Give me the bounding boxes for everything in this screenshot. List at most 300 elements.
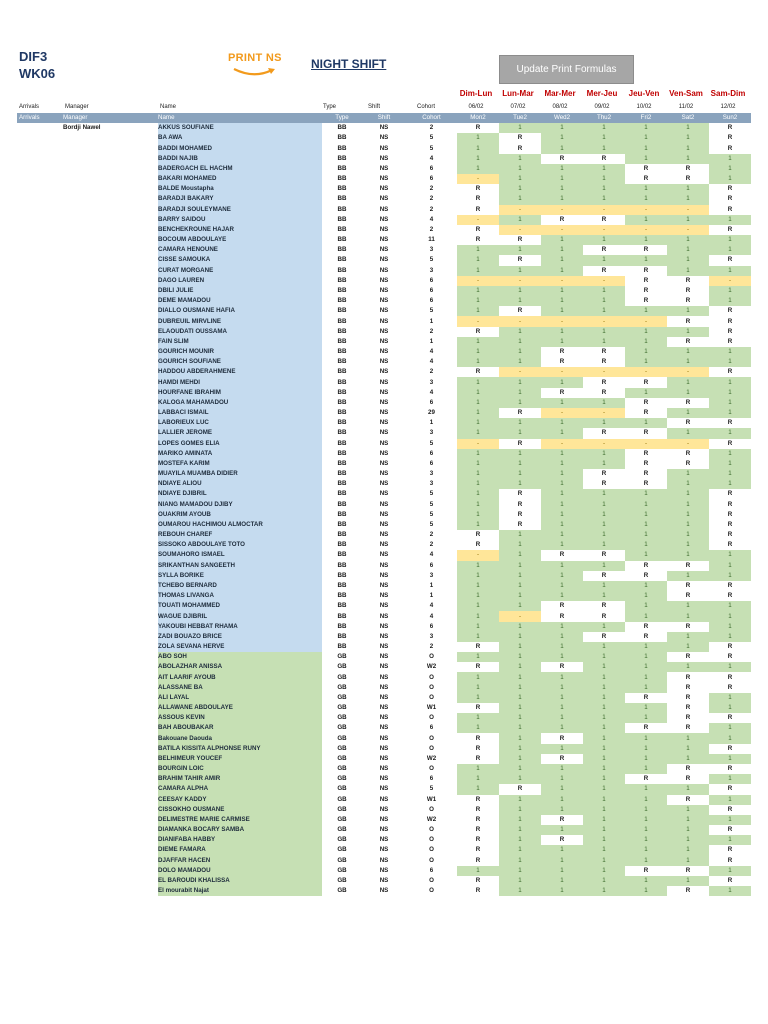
cohort-cell[interactable]: 3: [429, 470, 434, 478]
type-cell[interactable]: BB: [337, 256, 347, 264]
day-status-cell[interactable]: R: [583, 479, 625, 489]
day-status-cell[interactable]: 1: [667, 805, 709, 815]
day-status-cell[interactable]: 1: [457, 774, 499, 784]
shift-cell[interactable]: NS: [379, 551, 389, 559]
day-status-cell[interactable]: 1: [625, 255, 667, 265]
day-status-cell[interactable]: R: [709, 520, 751, 530]
name-cell[interactable]: BOCOUM ABDOULAYE: [158, 235, 322, 245]
day-status-cell[interactable]: 1: [541, 245, 583, 255]
day-status-cell[interactable]: 1: [541, 845, 583, 855]
day-status-cell[interactable]: R: [457, 886, 499, 896]
day-status-cell[interactable]: 1: [667, 266, 709, 276]
day-status-cell[interactable]: 1: [499, 632, 541, 642]
manager-cell[interactable]: [63, 235, 158, 245]
table-row[interactable]: [17, 306, 751, 316]
day-status-cell[interactable]: 1: [667, 754, 709, 764]
table-row[interactable]: [17, 377, 751, 387]
day-status-cell[interactable]: 1: [541, 672, 583, 682]
manager-cell[interactable]: [63, 276, 158, 286]
day-status-cell[interactable]: R: [709, 581, 751, 591]
day-status-cell[interactable]: R: [457, 733, 499, 743]
cohort-cell[interactable]: 5: [429, 785, 434, 793]
day-status-cell[interactable]: 1: [499, 296, 541, 306]
manager-cell[interactable]: [63, 611, 158, 621]
shift-cell[interactable]: NS: [379, 490, 389, 498]
day-status-cell[interactable]: R: [667, 398, 709, 408]
name-cell[interactable]: BAH ABOUBAKAR: [158, 723, 322, 733]
day-status-cell[interactable]: 1: [709, 245, 751, 255]
cohort-cell[interactable]: O: [429, 714, 434, 722]
day-status-cell[interactable]: 1: [667, 550, 709, 560]
table-row[interactable]: [17, 693, 751, 703]
table-row[interactable]: [17, 215, 751, 225]
day-status-cell[interactable]: R: [457, 642, 499, 652]
day-status-cell[interactable]: R: [667, 795, 709, 805]
day-status-cell[interactable]: 1: [499, 479, 541, 489]
name-cell[interactable]: El mourabit Najat: [158, 886, 322, 896]
name-cell[interactable]: NDIAYE DJIBRIL: [158, 489, 322, 499]
manager-cell[interactable]: [63, 225, 158, 235]
day-status-cell[interactable]: 1: [541, 510, 583, 520]
shift-cell[interactable]: NS: [379, 470, 389, 478]
name-cell[interactable]: AKKUS SOUFIANE: [158, 123, 322, 133]
day-status-cell[interactable]: 1: [457, 133, 499, 143]
manager-cell[interactable]: [63, 428, 158, 438]
day-status-cell[interactable]: R: [625, 408, 667, 418]
day-status-cell[interactable]: 1: [541, 530, 583, 540]
type-cell[interactable]: GB: [337, 805, 347, 813]
day-status-cell[interactable]: 1: [625, 540, 667, 550]
day-status-cell[interactable]: 1: [583, 510, 625, 520]
cohort-cell[interactable]: O: [429, 826, 434, 834]
type-cell[interactable]: BB: [337, 388, 347, 396]
type-cell[interactable]: GB: [337, 663, 347, 671]
manager-cell[interactable]: [63, 296, 158, 306]
type-cell[interactable]: BB: [337, 236, 347, 244]
type-cell[interactable]: BB: [337, 134, 347, 142]
day-status-cell[interactable]: 1: [625, 652, 667, 662]
day-status-cell[interactable]: -: [583, 276, 625, 286]
day-status-cell[interactable]: -: [499, 225, 541, 235]
day-status-cell[interactable]: -: [709, 276, 751, 286]
type-cell[interactable]: GB: [337, 714, 347, 722]
manager-cell[interactable]: [63, 683, 158, 693]
arrivals-cell[interactable]: [17, 550, 63, 560]
day-status-cell[interactable]: 1: [457, 357, 499, 367]
manager-cell[interactable]: [63, 388, 158, 398]
day-status-cell[interactable]: 1: [583, 418, 625, 428]
day-status-cell[interactable]: 1: [583, 764, 625, 774]
day-status-cell[interactable]: 1: [709, 886, 751, 896]
cohort-cell[interactable]: W2: [426, 754, 437, 762]
cohort-cell[interactable]: 1: [429, 419, 434, 427]
cohort-cell[interactable]: O: [429, 876, 434, 884]
day-status-cell[interactable]: 1: [541, 296, 583, 306]
arrivals-cell[interactable]: [17, 184, 63, 194]
day-status-cell[interactable]: 1: [499, 683, 541, 693]
arrivals-cell[interactable]: [17, 510, 63, 520]
day-status-cell[interactable]: 1: [667, 530, 709, 540]
table-row[interactable]: [17, 856, 751, 866]
day-status-cell[interactable]: 1: [667, 327, 709, 337]
day-status-cell[interactable]: R: [457, 815, 499, 825]
shift-cell[interactable]: NS: [379, 195, 389, 203]
day-status-cell[interactable]: R: [625, 428, 667, 438]
name-cell[interactable]: BARADJI SOULEYMANE: [158, 205, 322, 215]
cohort-cell[interactable]: O: [429, 744, 434, 752]
day-status-cell[interactable]: R: [667, 713, 709, 723]
day-status-cell[interactable]: 1: [583, 327, 625, 337]
type-cell[interactable]: GB: [337, 724, 347, 732]
day-status-cell[interactable]: 1: [583, 733, 625, 743]
arrivals-cell[interactable]: [17, 795, 63, 805]
day-status-cell[interactable]: 1: [709, 215, 751, 225]
table-row[interactable]: [17, 469, 751, 479]
day-status-cell[interactable]: 1: [499, 286, 541, 296]
day-status-cell[interactable]: R: [709, 642, 751, 652]
cohort-cell[interactable]: 3: [429, 480, 434, 488]
table-row[interactable]: [17, 133, 751, 143]
type-cell[interactable]: BB: [337, 378, 347, 386]
name-cell[interactable]: SOUMAHORO ISMAEL: [158, 550, 322, 560]
day-status-cell[interactable]: R: [583, 245, 625, 255]
arrivals-cell[interactable]: [17, 245, 63, 255]
day-status-cell[interactable]: R: [499, 784, 541, 794]
day-status-cell[interactable]: R: [667, 164, 709, 174]
arrivals-cell[interactable]: [17, 347, 63, 357]
day-status-cell[interactable]: 1: [625, 133, 667, 143]
cohort-cell[interactable]: 6: [429, 724, 434, 732]
manager-cell[interactable]: [63, 632, 158, 642]
cohort-cell[interactable]: 11: [428, 236, 435, 244]
day-status-cell[interactable]: -: [583, 316, 625, 326]
table-row[interactable]: [17, 347, 751, 357]
day-status-cell[interactable]: 1: [541, 398, 583, 408]
arrivals-cell[interactable]: [17, 439, 63, 449]
shift-cell[interactable]: NS: [379, 327, 389, 335]
day-status-cell[interactable]: -: [457, 215, 499, 225]
day-status-cell[interactable]: R: [709, 510, 751, 520]
day-status-cell[interactable]: 1: [583, 703, 625, 713]
type-cell[interactable]: BB: [337, 439, 347, 447]
cohort-cell[interactable]: 2: [429, 225, 434, 233]
day-status-cell[interactable]: R: [457, 194, 499, 204]
day-status-cell[interactable]: 1: [457, 164, 499, 174]
day-status-cell[interactable]: R: [709, 540, 751, 550]
day-status-cell[interactable]: 1: [541, 174, 583, 184]
day-status-cell[interactable]: 1: [625, 713, 667, 723]
day-status-cell[interactable]: R: [499, 255, 541, 265]
day-status-cell[interactable]: 1: [499, 703, 541, 713]
shift-cell[interactable]: NS: [379, 704, 389, 712]
cohort-cell[interactable]: W1: [426, 704, 437, 712]
arrivals-cell[interactable]: [17, 805, 63, 815]
arrivals-cell[interactable]: [17, 774, 63, 784]
arrivals-cell[interactable]: [17, 845, 63, 855]
arrivals-cell[interactable]: [17, 825, 63, 835]
manager-cell[interactable]: [63, 703, 158, 713]
table-row[interactable]: [17, 622, 751, 632]
day-status-cell[interactable]: R: [709, 439, 751, 449]
day-status-cell[interactable]: 1: [541, 235, 583, 245]
day-status-cell[interactable]: 1: [709, 388, 751, 398]
shift-cell[interactable]: NS: [379, 266, 389, 274]
manager-cell[interactable]: [63, 245, 158, 255]
shift-cell[interactable]: NS: [379, 164, 389, 172]
day-status-cell[interactable]: 1: [625, 510, 667, 520]
day-status-cell[interactable]: 1: [667, 876, 709, 886]
day-status-cell[interactable]: 1: [709, 622, 751, 632]
name-cell[interactable]: CISSOKHO OUSMANE: [158, 805, 322, 815]
type-cell[interactable]: GB: [337, 693, 347, 701]
table-row[interactable]: [17, 784, 751, 794]
day-status-cell[interactable]: 1: [499, 622, 541, 632]
day-status-cell[interactable]: R: [583, 601, 625, 611]
day-status-cell[interactable]: 1: [499, 459, 541, 469]
day-status-cell[interactable]: 1: [583, 561, 625, 571]
day-status-cell[interactable]: -: [625, 205, 667, 215]
day-status-cell[interactable]: 1: [457, 449, 499, 459]
shift-cell[interactable]: NS: [379, 236, 389, 244]
day-status-cell[interactable]: R: [625, 449, 667, 459]
day-status-cell[interactable]: 1: [457, 255, 499, 265]
day-status-cell[interactable]: R: [667, 672, 709, 682]
day-status-cell[interactable]: R: [583, 154, 625, 164]
day-status-cell[interactable]: 1: [625, 876, 667, 886]
day-status-cell[interactable]: 1: [625, 815, 667, 825]
day-status-cell[interactable]: 1: [667, 215, 709, 225]
type-cell[interactable]: BB: [337, 643, 347, 651]
name-cell[interactable]: BRAHIM TAHIR AMIR: [158, 774, 322, 784]
arrivals-cell[interactable]: [17, 123, 63, 133]
cohort-cell[interactable]: 6: [429, 297, 434, 305]
type-cell[interactable]: BB: [337, 164, 347, 172]
day-status-cell[interactable]: 1: [583, 856, 625, 866]
day-status-cell[interactable]: R: [541, 388, 583, 398]
shift-cell[interactable]: NS: [379, 785, 389, 793]
shift-cell[interactable]: NS: [379, 765, 389, 773]
day-status-cell[interactable]: 1: [541, 886, 583, 896]
day-status-cell[interactable]: 1: [541, 784, 583, 794]
day-status-cell[interactable]: R: [667, 764, 709, 774]
day-status-cell[interactable]: 1: [457, 672, 499, 682]
arrivals-cell[interactable]: [17, 652, 63, 662]
day-status-cell[interactable]: R: [709, 713, 751, 723]
day-status-cell[interactable]: 1: [541, 571, 583, 581]
day-status-cell[interactable]: 1: [457, 611, 499, 621]
table-row[interactable]: [17, 194, 751, 204]
day-status-cell[interactable]: R: [667, 276, 709, 286]
day-status-cell[interactable]: 1: [709, 449, 751, 459]
day-status-cell[interactable]: R: [709, 123, 751, 133]
day-status-cell[interactable]: 1: [457, 245, 499, 255]
day-status-cell[interactable]: -: [457, 174, 499, 184]
table-row[interactable]: [17, 713, 751, 723]
type-cell[interactable]: BB: [337, 317, 347, 325]
name-cell[interactable]: DAGO LAUREN: [158, 276, 322, 286]
day-status-cell[interactable]: 1: [625, 733, 667, 743]
day-status-cell[interactable]: 1: [541, 713, 583, 723]
arrivals-cell[interactable]: [17, 835, 63, 845]
day-status-cell[interactable]: 1: [541, 469, 583, 479]
day-status-cell[interactable]: 1: [499, 835, 541, 845]
manager-cell[interactable]: [63, 733, 158, 743]
table-row[interactable]: [17, 174, 751, 184]
day-status-cell[interactable]: 1: [625, 662, 667, 672]
day-status-cell[interactable]: 1: [625, 337, 667, 347]
manager-cell[interactable]: [63, 561, 158, 571]
day-status-cell[interactable]: 1: [667, 154, 709, 164]
cohort-cell[interactable]: 2: [429, 185, 434, 193]
shift-cell[interactable]: NS: [379, 175, 389, 183]
day-status-cell[interactable]: R: [625, 632, 667, 642]
day-status-cell[interactable]: 1: [541, 286, 583, 296]
manager-cell[interactable]: [63, 347, 158, 357]
day-status-cell[interactable]: 1: [667, 510, 709, 520]
shift-cell[interactable]: NS: [379, 805, 389, 813]
day-status-cell[interactable]: R: [625, 174, 667, 184]
arrivals-cell[interactable]: [17, 856, 63, 866]
manager-cell[interactable]: [63, 418, 158, 428]
type-cell[interactable]: BB: [337, 337, 347, 345]
arrivals-cell[interactable]: [17, 418, 63, 428]
day-status-cell[interactable]: R: [667, 296, 709, 306]
day-status-cell[interactable]: 1: [625, 235, 667, 245]
day-status-cell[interactable]: R: [499, 489, 541, 499]
day-status-cell[interactable]: R: [667, 622, 709, 632]
shift-cell[interactable]: NS: [379, 541, 389, 549]
shift-cell[interactable]: NS: [379, 134, 389, 142]
table-row[interactable]: [17, 296, 751, 306]
cohort-cell[interactable]: 2: [429, 531, 434, 539]
day-status-cell[interactable]: 1: [709, 174, 751, 184]
shift-cell[interactable]: NS: [379, 632, 389, 640]
manager-cell[interactable]: [63, 286, 158, 296]
type-cell[interactable]: BB: [337, 327, 347, 335]
day-status-cell[interactable]: 1: [667, 733, 709, 743]
day-status-cell[interactable]: R: [709, 418, 751, 428]
name-cell[interactable]: CAMARA HENOUNE: [158, 245, 322, 255]
name-cell[interactable]: BALDE Moustapha: [158, 184, 322, 194]
day-status-cell[interactable]: 1: [625, 744, 667, 754]
table-row[interactable]: [17, 255, 751, 265]
day-status-cell[interactable]: 1: [583, 144, 625, 154]
day-status-cell[interactable]: 1: [499, 194, 541, 204]
table-row[interactable]: [17, 581, 751, 591]
name-cell[interactable]: ZADI BOUAZO BRICE: [158, 632, 322, 642]
type-cell[interactable]: BB: [337, 602, 347, 610]
day-status-cell[interactable]: R: [541, 662, 583, 672]
cohort-cell[interactable]: W1: [426, 795, 437, 803]
day-status-cell[interactable]: 1: [625, 886, 667, 896]
day-status-cell[interactable]: -: [541, 276, 583, 286]
day-status-cell[interactable]: R: [499, 408, 541, 418]
day-status-cell[interactable]: 1: [541, 581, 583, 591]
day-status-cell[interactable]: 1: [457, 398, 499, 408]
day-status-cell[interactable]: 1: [541, 520, 583, 530]
day-status-cell[interactable]: 1: [709, 632, 751, 642]
shift-cell[interactable]: NS: [379, 531, 389, 539]
day-status-cell[interactable]: 1: [541, 744, 583, 754]
type-cell[interactable]: BB: [337, 215, 347, 223]
day-status-cell[interactable]: 1: [499, 601, 541, 611]
day-status-cell[interactable]: 1: [457, 723, 499, 733]
arrivals-cell[interactable]: [17, 205, 63, 215]
day-status-cell[interactable]: R: [625, 459, 667, 469]
cohort-cell[interactable]: 6: [429, 449, 434, 457]
cohort-cell[interactable]: 1: [429, 337, 434, 345]
manager-cell[interactable]: [63, 316, 158, 326]
table-row[interactable]: [17, 225, 751, 235]
day-status-cell[interactable]: 1: [583, 693, 625, 703]
day-status-cell[interactable]: 1: [499, 550, 541, 560]
table-row[interactable]: [17, 611, 751, 621]
manager-cell[interactable]: [63, 784, 158, 794]
day-status-cell[interactable]: 1: [457, 622, 499, 632]
name-cell[interactable]: BAKARI MOHAMED: [158, 174, 322, 184]
day-status-cell[interactable]: 1: [499, 174, 541, 184]
manager-cell[interactable]: [63, 571, 158, 581]
cohort-cell[interactable]: O: [429, 887, 434, 895]
day-status-cell[interactable]: 1: [667, 388, 709, 398]
day-status-cell[interactable]: 1: [667, 377, 709, 387]
day-status-cell[interactable]: 1: [667, 255, 709, 265]
table-row[interactable]: [17, 683, 751, 693]
day-status-cell[interactable]: 1: [541, 652, 583, 662]
day-status-cell[interactable]: R: [499, 133, 541, 143]
day-status-cell[interactable]: 1: [667, 235, 709, 245]
manager-cell[interactable]: [63, 601, 158, 611]
day-status-cell[interactable]: R: [583, 266, 625, 276]
day-status-cell[interactable]: 1: [499, 876, 541, 886]
cohort-cell[interactable]: O: [429, 836, 434, 844]
day-status-cell[interactable]: 1: [625, 530, 667, 540]
day-status-cell[interactable]: R: [457, 825, 499, 835]
manager-cell[interactable]: [63, 154, 158, 164]
shift-cell[interactable]: NS: [379, 154, 389, 162]
name-cell[interactable]: BADDI MOHAMED: [158, 144, 322, 154]
day-status-cell[interactable]: 1: [625, 184, 667, 194]
day-status-cell[interactable]: R: [625, 245, 667, 255]
day-status-cell[interactable]: 1: [583, 184, 625, 194]
day-status-cell[interactable]: 1: [541, 164, 583, 174]
shift-cell[interactable]: NS: [379, 673, 389, 681]
name-cell[interactable]: MARIKO AMINATA: [158, 449, 322, 459]
name-cell[interactable]: DIAMANKA BOCARY SAMBA: [158, 825, 322, 835]
arrivals-cell[interactable]: [17, 581, 63, 591]
table-row[interactable]: [17, 327, 751, 337]
day-status-cell[interactable]: 1: [499, 764, 541, 774]
day-status-cell[interactable]: -: [667, 225, 709, 235]
arrivals-cell[interactable]: [17, 866, 63, 876]
day-status-cell[interactable]: 1: [499, 398, 541, 408]
table-row[interactable]: [17, 164, 751, 174]
manager-cell[interactable]: [63, 398, 158, 408]
day-status-cell[interactable]: 1: [457, 784, 499, 794]
day-status-cell[interactable]: R: [541, 357, 583, 367]
arrivals-cell[interactable]: [17, 540, 63, 550]
day-status-cell[interactable]: 1: [541, 805, 583, 815]
manager-cell[interactable]: [63, 540, 158, 550]
name-cell[interactable]: DEME MAMADOU: [158, 296, 322, 306]
name-cell[interactable]: HAMDI MEHDI: [158, 377, 322, 387]
day-status-cell[interactable]: 1: [499, 856, 541, 866]
day-status-cell[interactable]: 1: [709, 835, 751, 845]
name-cell[interactable]: YAKOUBI HEBBAT RHAMA: [158, 622, 322, 632]
manager-cell[interactable]: [63, 255, 158, 265]
name-cell[interactable]: GOURICH MOUNIR: [158, 347, 322, 357]
day-status-cell[interactable]: R: [625, 398, 667, 408]
